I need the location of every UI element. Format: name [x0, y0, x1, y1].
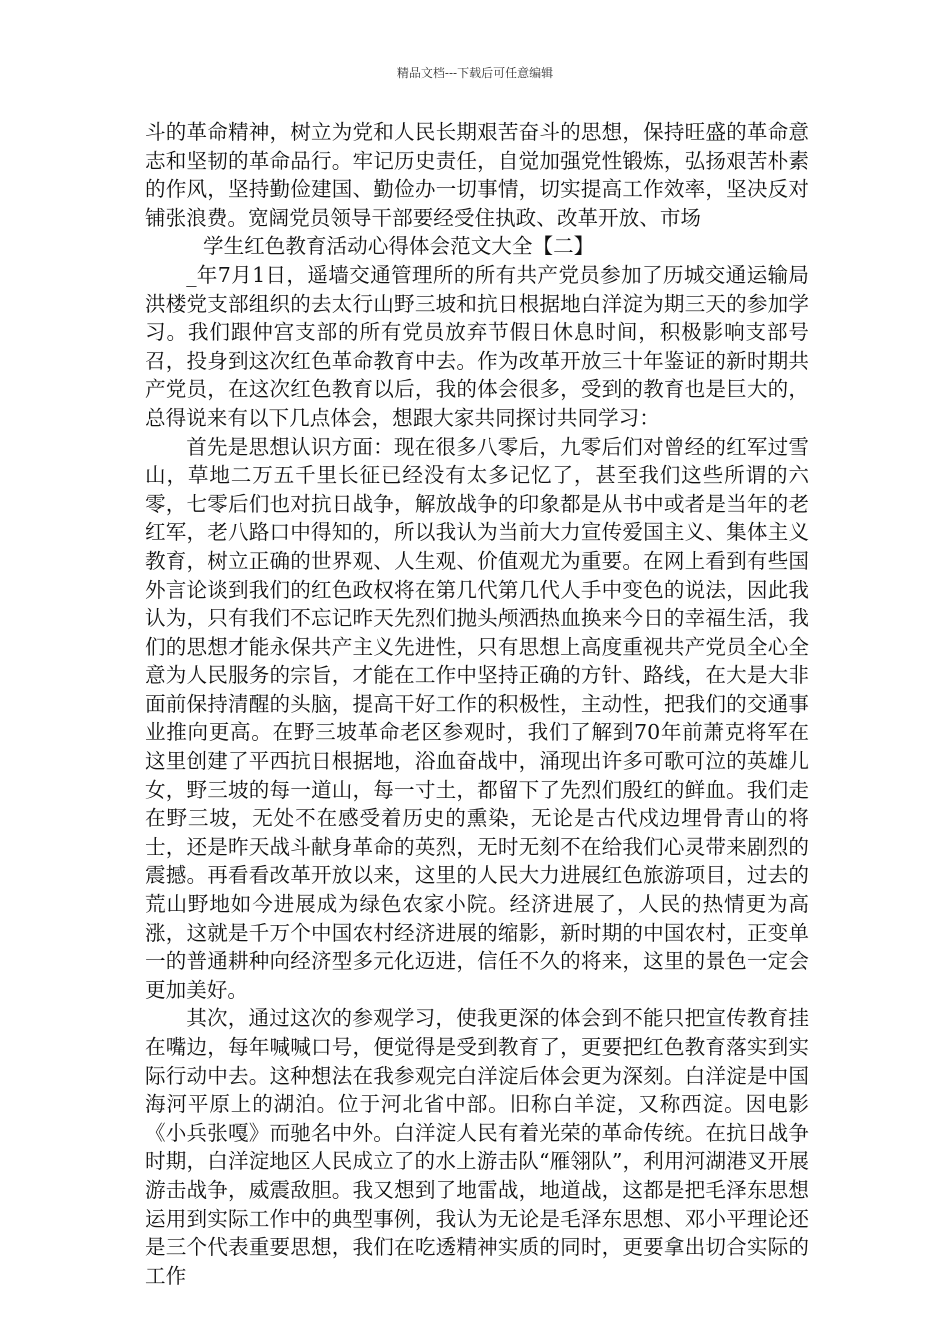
- paragraph-second-point: 其次，通过这次的参观学习，使我更深的体会到不能只把宣传教育挂在嘴边，每年喊喊口号，便觉得是受到教育了，更要把红色教育落实到实际行动中去。这种想法在我参观完白洋淀后体会更为深刻。白洋淀是中国海河平原上的湖泊。位于河北省中部。旧称白羊淀，又称西淀。因电影《小兵张嘎》而驰名中外。白洋淀人民有着光荣的革命传统。在抗日战争时期，白洋淀地区人民成立了的水上游击队“雁翎队”，利用河湖港叉开展游击战争，威震敌胆。我又想到了地雷战，地道战，这都是把毛泽东思想运用到实际工作中的典型事例，我认为无论是毛泽东思想、邓小平理论还是三个代表重要思想，我们在吃透精神实质的同时，更要拿出切合实际的工作: [145, 1006, 809, 1288]
- section-heading: 学生红色教育活动心得体会范文大全【二】: [203, 234, 595, 259]
- paragraph-first-point: 首先是思想认识方面：现在很多八零后，九零后们对曾经的红军过雪山，草地二万五千里长征已经没有太多记忆了，甚至我们这些所谓的六零，七零后们也对抗日战争，解放战争的印象都是从书中或者是当年的老红军，老八路口中得知的，所以我认为当前大力宣传爱国主义、集体主义教育，树立正确的世界观、人生观、价值观尤为重要。在网上看到有些国外言论谈到我们的红色政权将在第几代第几代人手中变色的说法，因此我认为，只有我们不忘记昨天先烈们抛头颅洒热血换来今日的幸福生活，我们的思想才能永保共产主义先进性，只有思想上高度重视共产党员全心全意为人民服务的宗旨，才能在工作中坚持正确的方针、路线，在大是大非面前保持清醒的头脑，提高干好工作的积极性，主动性，把我们的交通事业推向更高。在野三坡革命老区参观时，我们了解到70年前萧克将军在这里创建了平西抗日根据地，浴血奋战中，涌现出许多可歌可泣的英雄儿女，野三坡的每一道山，每一寸土，都留下了先烈们殷红的鲜血。我们走在野三坡，无处不在感受着历史的熏染，无论是古代戍边埋骨青山的将士，还是昨天战斗献身革命的英烈，无时无刻不在给我们心灵带来剧烈的震撼。再看看改革开放以来，这里的人民大力进展红色旅游项目，过去的荒山野地如今进展成为绿色农家小院。经济进展了，人民的热情更为高涨，这就是千万个中国农村经济进展的缩影，新时期的中国农村，正变单一的普通耕种向经济型多元化迈进，信任不久的将来，这里的景色一定会更加美好。: [145, 434, 809, 1002]
- document-body: [145, 118, 809, 1290]
- paragraph-intro: _年7月1日，遥墙交通管理所的所有共产党员参加了历城交通运输局洪楼党支部组织的去太行山野三坡和抗日根据地白洋淀为期三天的参加学习。我们跟仲宫支部的所有党员放弃节假日休息时间，积极影响支部号召，投身到这次红色革命教育中去。作为改革开放三十年鉴证的新时期共产党员，在这次红色教育以后，我的体会很多，受到的教育也是巨大的，总得说来有以下几点体会，想跟大家共同探讨共同学习：: [145, 262, 809, 430]
- paragraph-continuation: 斗的革命精神，树立为党和人民长期艰苦奋斗的思想，保持旺盛的革命意志和坚韧的革命品行。牢记历史责任，自觉加强党性锻炼，弘扬艰苦朴素的作风，坚持勤俭建国、勤俭办一切事情，切实提高工作效率，坚决反对铺张浪费。宽阔党员领导干部要经受住执政、改革开放、市场: [145, 120, 809, 230]
- page-header: 精品文档---下载后可任意编辑: [396, 66, 554, 80]
